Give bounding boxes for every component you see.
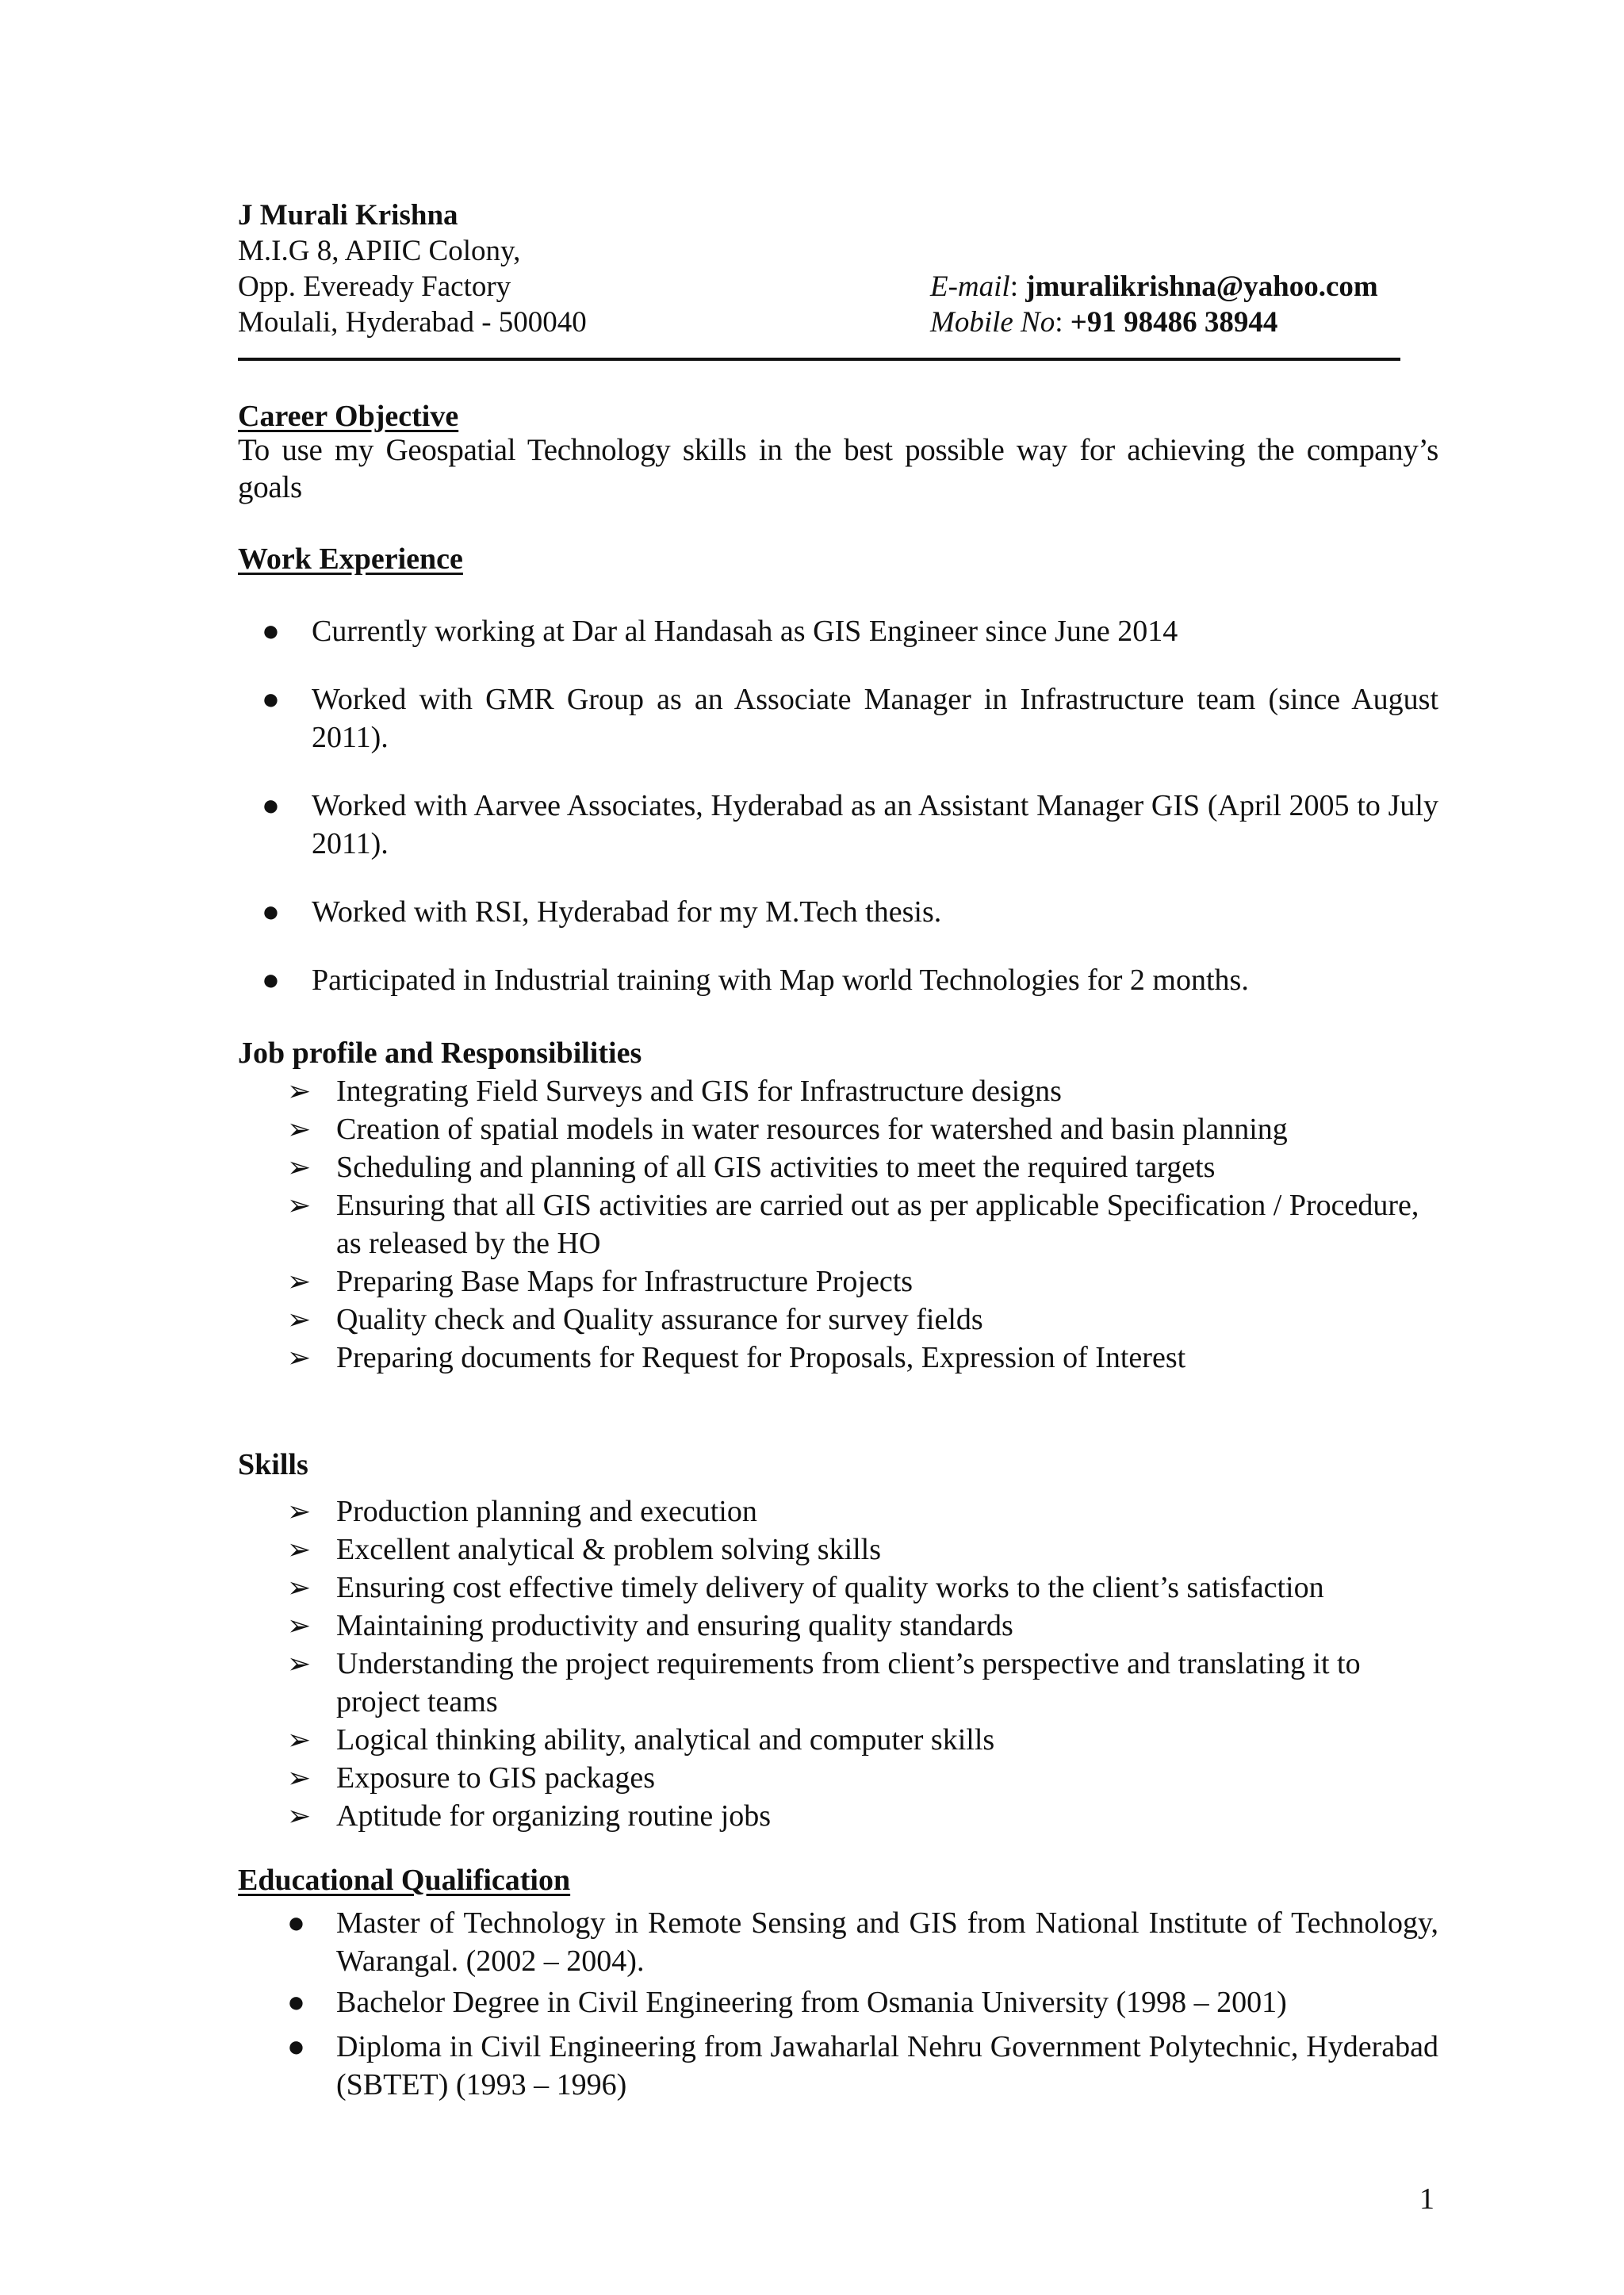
job-profile-item: Creation of spatial models in water resources for watershed and basin planning bbox=[336, 1113, 1288, 1146]
arrow-bullet-icon: ➢ bbox=[287, 1190, 312, 1221]
address-line-2-text: Opp. Eveready Factory bbox=[238, 270, 511, 303]
bullet-icon: ● bbox=[262, 789, 280, 822]
arrow-bullet-icon: ➢ bbox=[287, 1572, 312, 1603]
bullet-icon: ● bbox=[287, 2030, 305, 2063]
bullet-icon: ● bbox=[287, 1986, 305, 2019]
address-line-3-text: Moulali, Hyderabad - 500040 bbox=[238, 306, 587, 339]
work-experience-item: Participated in Industrial training with Map world Technologies for 2 months. bbox=[312, 964, 1249, 997]
list-item bbox=[238, 1721, 1438, 1759]
work-experience-title: Work Experience bbox=[238, 542, 463, 576]
email-value: jmuralikrishna@yahoo.com bbox=[1025, 270, 1378, 303]
work-experience-list bbox=[238, 612, 1438, 999]
list-item bbox=[238, 1531, 1438, 1569]
address-line-1-text: M.I.G 8, APIIC Colony, bbox=[238, 235, 521, 267]
email-label: E-mail bbox=[930, 270, 1010, 303]
arrow-bullet-icon: ➢ bbox=[287, 1762, 312, 1794]
skills-item: Aptitude for organizing routine jobs bbox=[336, 1799, 772, 1833]
bullet-icon: ● bbox=[287, 1906, 305, 1940]
address-line-3 bbox=[238, 305, 1396, 340]
bullet-icon: ● bbox=[262, 683, 280, 716]
list-item bbox=[238, 1072, 1438, 1110]
contact-header bbox=[238, 198, 1396, 340]
list-item bbox=[238, 1759, 1438, 1797]
candidate-name: J Murali Krishna bbox=[238, 199, 458, 232]
job-profile-item: Ensuring that all GIS activities are carried out as per applicable Specification / Procedure, as released by the HO bbox=[336, 1189, 1419, 1260]
job-profile-item: Preparing Base Maps for Infrastructure Projects bbox=[336, 1265, 914, 1298]
list-item bbox=[238, 1492, 1438, 1531]
arrow-bullet-icon: ➢ bbox=[287, 1266, 312, 1297]
bullet-icon: ● bbox=[262, 615, 280, 648]
list-item bbox=[238, 1983, 1438, 2021]
mobile-label: Mobile No bbox=[930, 306, 1055, 339]
mobile-contact: Mobile No: +91 98486 38944 bbox=[930, 306, 1278, 339]
list-item bbox=[238, 1607, 1438, 1645]
arrow-bullet-icon: ➢ bbox=[287, 1113, 312, 1145]
list-item bbox=[238, 612, 1438, 650]
bullet-icon: ● bbox=[262, 964, 280, 997]
list-item bbox=[238, 1186, 1438, 1262]
page-number: 1 bbox=[1419, 2182, 1434, 2216]
job-profile-item: Integrating Field Surveys and GIS for Infrastructure designs bbox=[336, 1075, 1062, 1108]
email-contact: E-mail: jmuralikrishna@yahoo.com bbox=[930, 270, 1378, 303]
header-divider bbox=[238, 358, 1400, 361]
arrow-bullet-icon: ➢ bbox=[287, 1648, 312, 1680]
list-item bbox=[238, 1262, 1438, 1301]
list-item bbox=[238, 1569, 1438, 1607]
work-experience-item: Currently working at Dar al Handasah as GIS Engineer since June 2014 bbox=[312, 615, 1178, 648]
education-item: Diploma in Civil Engineering from Jawaharlal Nehru Government Polytechnic, Hyderabad (SBTET) (1993 – 1996) bbox=[336, 2030, 1438, 2102]
bullet-icon: ● bbox=[262, 895, 280, 929]
skills-item: Excellent analytical & problem solving skills bbox=[336, 1533, 882, 1566]
mobile-value: +91 98486 38944 bbox=[1070, 306, 1278, 339]
job-profile-item: Scheduling and planning of all GIS activities to meet the required targets bbox=[336, 1151, 1216, 1184]
arrow-bullet-icon: ➢ bbox=[287, 1496, 312, 1527]
skills-item: Logical thinking ability, analytical and computer skills bbox=[336, 1723, 995, 1757]
education-item: Bachelor Degree in Civil Engineering from Osmania University (1998 – 2001) bbox=[336, 1986, 1287, 2019]
list-item bbox=[238, 1904, 1438, 1980]
arrow-bullet-icon: ➢ bbox=[287, 1800, 312, 1832]
education-item: Master of Technology in Remote Sensing and GIS from National Institute of Technology, Warangal. (2002 – 2004). bbox=[336, 1906, 1438, 1978]
skills-title: Skills bbox=[238, 1448, 308, 1481]
skills-item: Exposure to GIS packages bbox=[336, 1761, 656, 1795]
arrow-bullet-icon: ➢ bbox=[287, 1342, 312, 1374]
job-profile-title: Job profile and Responsibilities bbox=[238, 1036, 642, 1070]
list-item bbox=[238, 787, 1438, 863]
work-experience-item: Worked with GMR Group as an Associate Manager in Infrastructure team (since August 2011). bbox=[312, 683, 1438, 754]
skills-item: Production planning and execution bbox=[336, 1495, 757, 1528]
arrow-bullet-icon: ➢ bbox=[287, 1534, 312, 1565]
list-item bbox=[238, 961, 1438, 999]
address-line-1 bbox=[238, 233, 1396, 269]
list-item bbox=[238, 1148, 1438, 1186]
list-item bbox=[238, 1797, 1438, 1835]
list-item bbox=[238, 1339, 1438, 1377]
list-item bbox=[238, 893, 1438, 931]
list-item bbox=[238, 1301, 1438, 1339]
work-experience-item: Worked with RSI, Hyderabad for my M.Tech thesis. bbox=[312, 895, 942, 929]
arrow-bullet-icon: ➢ bbox=[287, 1724, 312, 1756]
arrow-bullet-icon: ➢ bbox=[287, 1151, 312, 1183]
list-item bbox=[238, 1110, 1438, 1148]
arrow-bullet-icon: ➢ bbox=[287, 1075, 312, 1107]
skills-item: Understanding the project requirements from client’s perspective and translating it to project teams bbox=[336, 1647, 1361, 1718]
work-experience-item: Worked with Aarvee Associates, Hyderabad as an Assistant Manager GIS (April 2005 to July 2011). bbox=[312, 789, 1438, 860]
arrow-bullet-icon: ➢ bbox=[287, 1304, 312, 1335]
arrow-bullet-icon: ➢ bbox=[287, 1610, 312, 1642]
education-list bbox=[238, 1904, 1438, 2104]
list-item bbox=[238, 680, 1438, 757]
career-objective-text: To use my Geospatial Technology skills in the best possible way for achieving the company’s goals bbox=[238, 433, 1438, 504]
job-profile-item: Preparing documents for Request for Proposals, Expression of Interest bbox=[336, 1341, 1186, 1374]
job-profile-list bbox=[238, 1072, 1438, 1377]
address-line-2 bbox=[238, 269, 1396, 305]
list-item bbox=[238, 2028, 1438, 2104]
skills-list bbox=[238, 1492, 1438, 1835]
list-item bbox=[238, 1645, 1438, 1721]
education-title: Educational Qualification bbox=[238, 1864, 571, 1897]
skills-item: Ensuring cost effective timely delivery of quality works to the client’s satisfaction bbox=[336, 1571, 1324, 1604]
career-objective-title: Career Objective bbox=[238, 400, 459, 433]
job-profile-item: Quality check and Quality assurance for survey fields bbox=[336, 1303, 983, 1336]
skills-item: Maintaining productivity and ensuring quality standards bbox=[336, 1609, 1013, 1642]
